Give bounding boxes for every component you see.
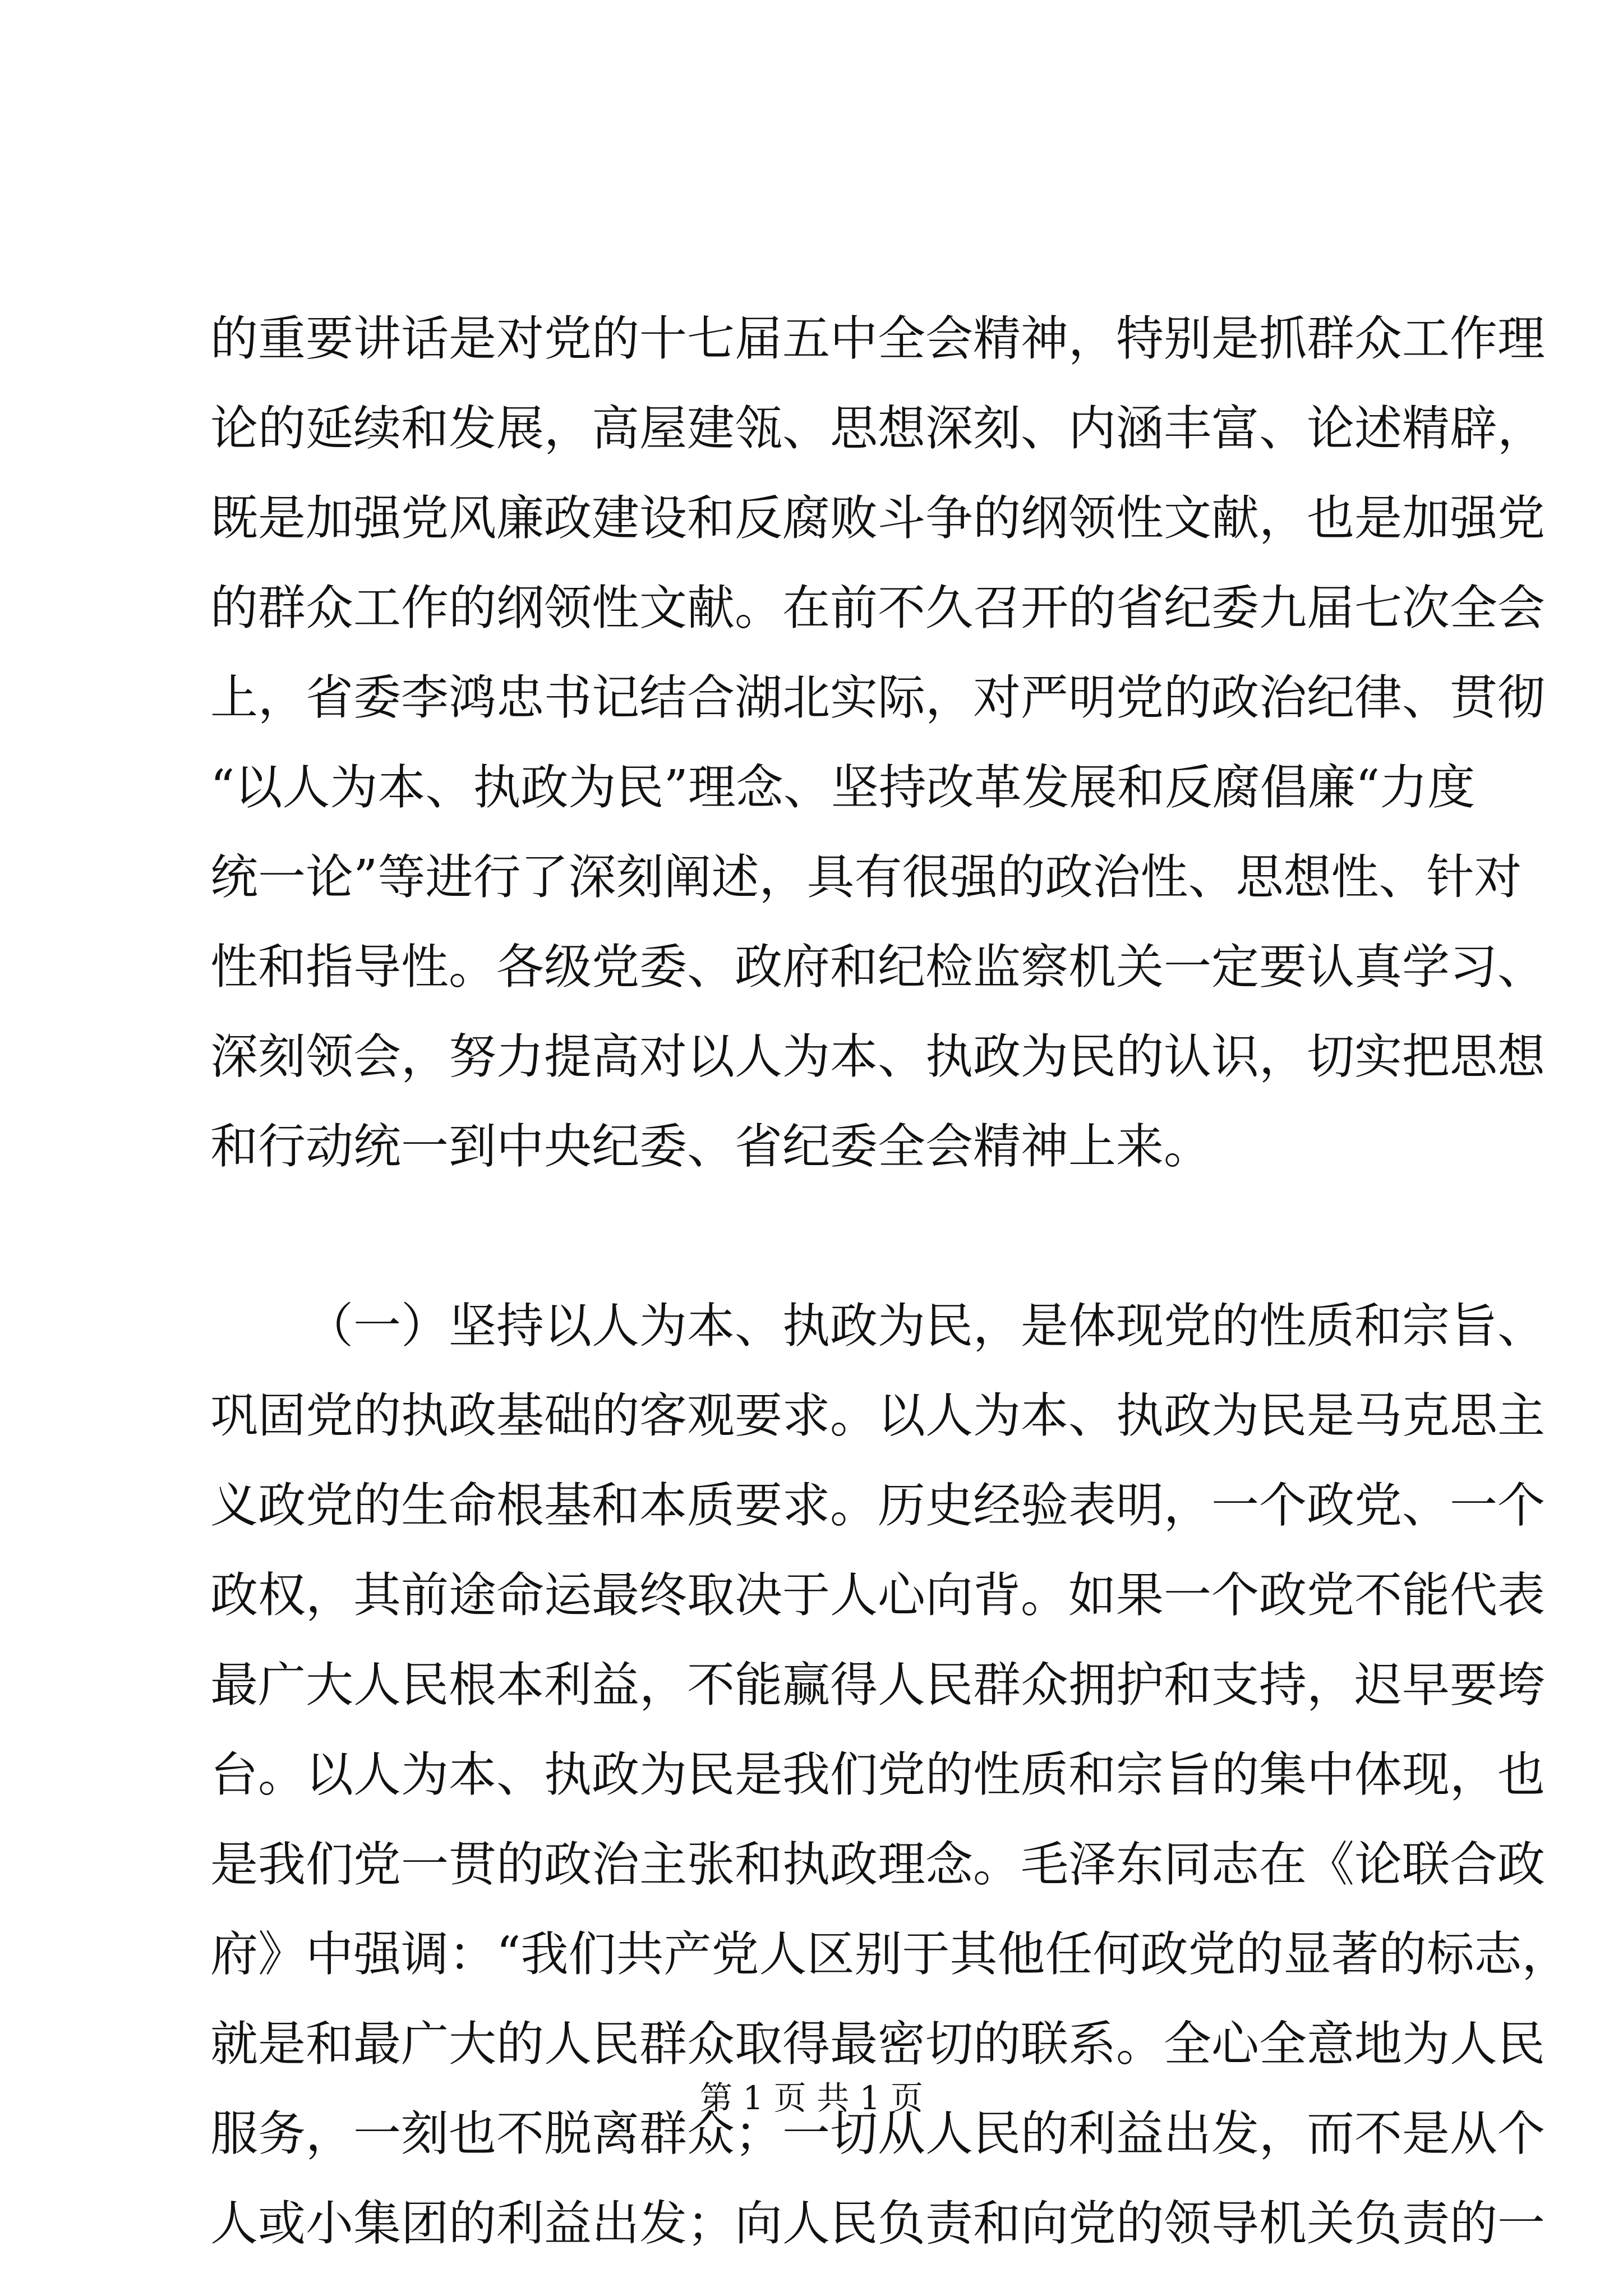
- text-line: “以人为本、执政为民”理念、坚持改革发展和反腐倡廉“力度: [210, 760, 1476, 816]
- text-line: 的群众工作的纲领性文献。在前不久召开的省纪委九届七次全会: [210, 581, 1546, 636]
- text-line: 政权，其前途命运最终取决于人心向背。如果一个政党不能代表: [210, 1568, 1546, 1623]
- text-line: 性和指导性。各级党委、政府和纪检监察机关一定要认真学习、: [210, 940, 1546, 995]
- text-line: 人或小集团的利益出发；向人民负责和向党的领导机关负责的一: [210, 2196, 1546, 2252]
- text-line: 义政党的生命根基和本质要求。历史经验表明，一个政党、一个: [210, 1478, 1546, 1534]
- text-line: 巩固党的执政基础的客观要求。以人为本、执政为民是马克思主: [210, 1388, 1546, 1444]
- text-line: 上，省委李鸿忠书记结合湖北实际，对严明党的政治纪律、贯彻: [210, 670, 1546, 726]
- text-line: 就是和最广大的人民群众取得最密切的联系。全心全意地为人民: [210, 2017, 1546, 2072]
- text-line: 是我们党一贯的政治主张和执政理念。毛泽东同志在《论联合政: [210, 1837, 1546, 1893]
- text-line: 深刻领会，努力提高对以人为本、执政为民的认识，切实把思想: [210, 1029, 1546, 1085]
- text-line: 府》中强调：“我们共产党人区别于其他任何政党的显著的标志，: [210, 1927, 1570, 1982]
- text-line: 最广大人民根本利益，不能赢得人民群众拥护和支持，迟早要垮: [210, 1658, 1546, 1713]
- paragraph-start-line: （一）坚持以人为本、执政为民，是体现党的性质和宗旨、: [306, 1299, 1546, 1354]
- page-number-footer: 第 1 页 共 1 页: [700, 2079, 923, 2117]
- text-line: 统一论”等进行了深刻阐述，具有很强的政治性、思想性、针对: [210, 850, 1522, 905]
- text-line: 的重要讲话是对党的十七届五中全会精神，特别是抓群众工作理: [210, 311, 1546, 367]
- text-line: 既是加强党风廉政建设和反腐败斗争的纲领性文献，也是加强党: [210, 491, 1546, 546]
- text-line: 论的延续和发展，高屋建瓴、思想深刻、内涵丰富、论述精辟，: [210, 401, 1546, 457]
- text-line: 和行动统一到中央纪委、省纪委全会精神上来。: [210, 1119, 1212, 1175]
- text-line: 台。以人为本、执政为民是我们党的性质和宗旨的集中体现，也: [210, 1747, 1546, 1803]
- text-line: 服务，一刻也不脱离群众；一切从人民的利益出发，而不是从个: [210, 2106, 1546, 2162]
